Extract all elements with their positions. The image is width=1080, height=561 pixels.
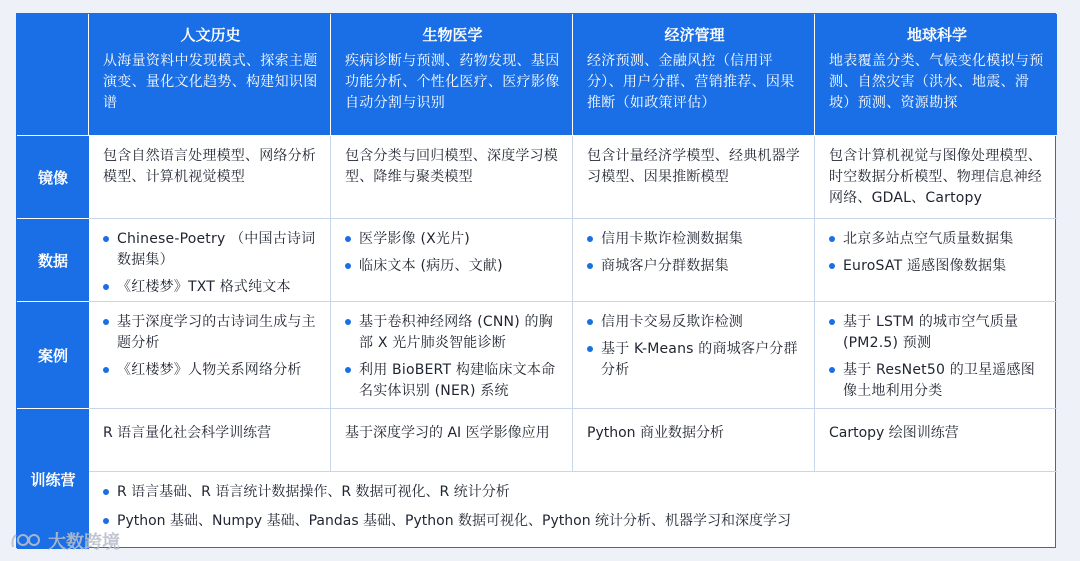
list-item: 信用卡欺诈检测数据集 bbox=[587, 229, 802, 250]
column-title: 经济管理 bbox=[664, 26, 725, 44]
table-cell bbox=[331, 219, 573, 302]
row-label-data: 数据 bbox=[17, 219, 89, 302]
table-cell bbox=[89, 302, 331, 409]
list-item: 临床文本 (病历、文献) bbox=[345, 256, 560, 277]
list-item: Chinese-Poetry （中国古诗词数据集） bbox=[103, 229, 318, 271]
list-item: Python 基础、Numpy 基础、Pandas 基础、Python 数据可视化、Python 统计分析、机器学习和深度学习 bbox=[103, 511, 1043, 532]
table-cell bbox=[331, 302, 573, 409]
table-cell: Python 商业数据分析 bbox=[573, 409, 815, 472]
column-description: 疾病诊断与预测、药物发现、基因功能分析、个性化医疗、医疗影像自动分割与识别 bbox=[345, 53, 560, 111]
list-item: 基于 LSTM 的城市空气质量 (PM2.5) 预测 bbox=[829, 312, 1045, 354]
table-cell: 包含自然语言处理模型、网络分析模型、计算机视觉模型 bbox=[89, 136, 331, 219]
comparison-table bbox=[16, 13, 1056, 548]
list-item: 基于卷积神经网络 (CNN) 的胸部 X 光片肺炎智能诊断 bbox=[345, 312, 560, 354]
list-item: 基于深度学习的古诗词生成与主题分析 bbox=[103, 312, 318, 354]
column-header-earth-science bbox=[815, 14, 1057, 136]
table-cell: 包含分类与回归模型、深度学习模型、降维与聚类模型 bbox=[331, 136, 573, 219]
table-corner bbox=[17, 14, 89, 136]
table-cell bbox=[89, 219, 331, 302]
column-description: 经济预测、金融风控（信用评分）、用户分群、营销推荐、因果推断（如政策评估） bbox=[587, 53, 795, 111]
row-label-cases: 案例 bbox=[17, 302, 89, 409]
watermark-logo-icon bbox=[10, 531, 42, 551]
column-title: 生物医学 bbox=[422, 26, 483, 44]
column-description: 地表覆盖分类、气候变化模拟与预测、自然灾害（洪水、地震、滑坡）预测、资源勘探 bbox=[829, 53, 1044, 111]
list-item: 利用 BioBERT 构建临床文本命名实体识别 (NER) 系统 bbox=[345, 360, 560, 402]
list-item: R 语言基础、R 语言统计数据操作、R 数据可视化、R 统计分析 bbox=[103, 482, 1043, 503]
table-cell: 基于深度学习的 AI 医学影像应用 bbox=[331, 409, 573, 472]
table-cell: 包含计算机视觉与图像处理模型、时空数据分析模型、物理信息神经网络、GDAL、Cartopy bbox=[815, 136, 1057, 219]
column-title: 地球科学 bbox=[906, 26, 967, 44]
table-cell bbox=[815, 302, 1057, 409]
column-title: 人文历史 bbox=[180, 26, 241, 44]
column-header-biomedicine bbox=[331, 14, 573, 136]
list-item: 医学影像 (X光片) bbox=[345, 229, 560, 250]
list-item: 基于 ResNet50 的卫星遥感图像土地利用分类 bbox=[829, 360, 1045, 402]
list-item: 信用卡交易反欺诈检测 bbox=[587, 312, 802, 333]
watermark bbox=[10, 528, 120, 554]
row-label-camp: 训练营 bbox=[17, 409, 89, 549]
watermark-text: 大数跨境 bbox=[48, 532, 120, 553]
camp-common-content bbox=[89, 472, 1057, 549]
list-item: 商城客户分群数据集 bbox=[587, 256, 802, 277]
table-cell: Cartopy 绘图训练营 bbox=[815, 409, 1057, 472]
list-item: 《红楼梦》TXT 格式纯文本 bbox=[103, 277, 318, 298]
list-item: 基于 K-Means 的商城客户分群分析 bbox=[587, 339, 802, 381]
column-header-economics bbox=[573, 14, 815, 136]
column-description: 从海量资料中发现模式、探索主题演变、量化文化趋势、构建知识图谱 bbox=[103, 53, 318, 111]
table-cell bbox=[815, 219, 1057, 302]
column-header-humanities bbox=[89, 14, 331, 136]
list-item: 《红楼梦》人物关系网络分析 bbox=[103, 360, 318, 381]
list-item: EuroSAT 遥感图像数据集 bbox=[829, 256, 1045, 277]
table-cell bbox=[573, 302, 815, 409]
list-item: 北京多站点空气质量数据集 bbox=[829, 229, 1045, 250]
table-cell: R 语言量化社会科学训练营 bbox=[89, 409, 331, 472]
row-label-mirror: 镜像 bbox=[17, 136, 89, 219]
table-cell bbox=[573, 219, 815, 302]
table-cell: 包含计量经济学模型、经典机器学习模型、因果推断模型 bbox=[573, 136, 815, 219]
